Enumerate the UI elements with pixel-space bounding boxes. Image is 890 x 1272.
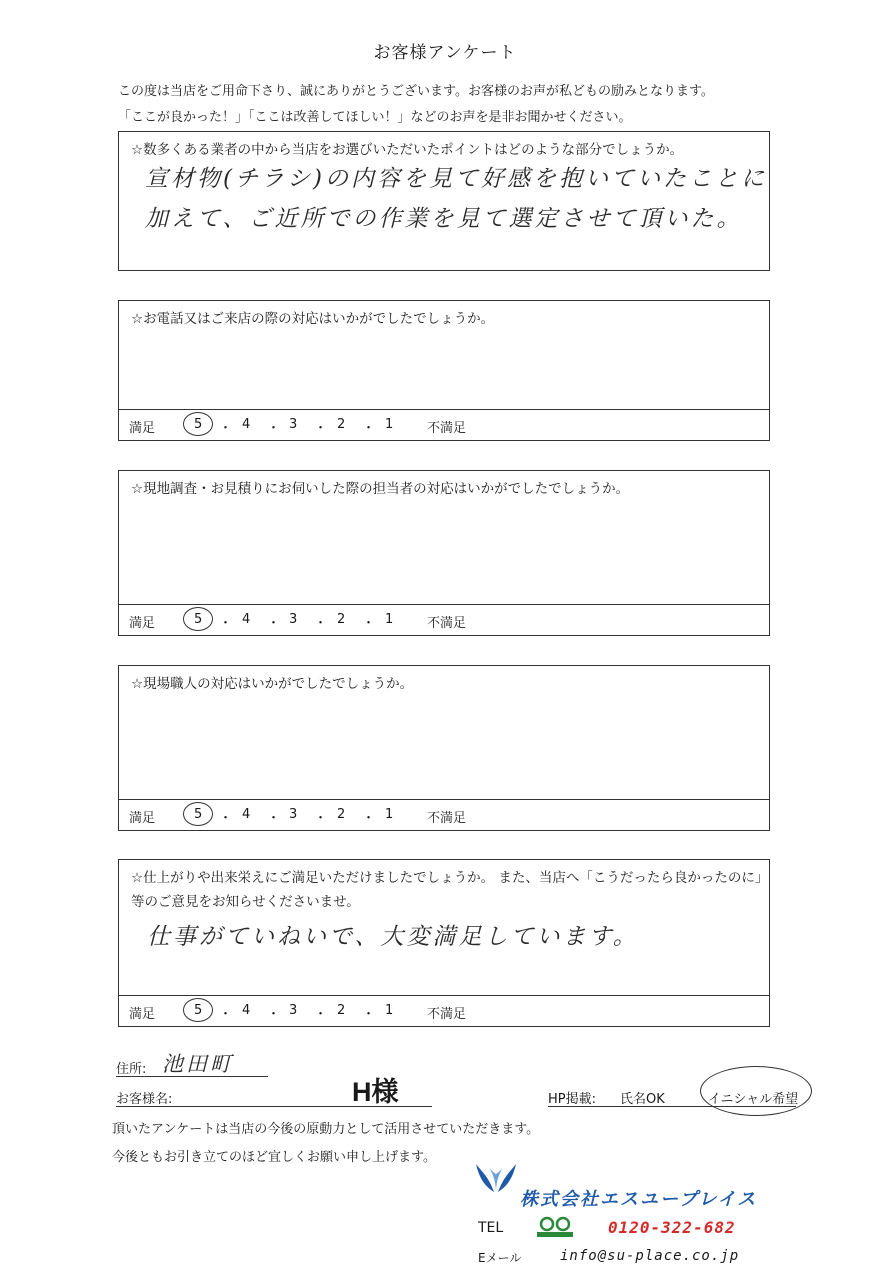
- company-logo-icon: [474, 1162, 518, 1198]
- customer-name-label: お客様名:: [116, 1092, 173, 1107]
- rating-5[interactable]: 5: [194, 417, 203, 432]
- rating-sep: ・: [362, 811, 376, 826]
- question-1-text: ☆数多くある業者の中から当店をお選びいただいたポイントはどのような部分でしょうか。: [131, 142, 684, 158]
- satisfied-label: 満足: [129, 616, 156, 631]
- rating-4[interactable]: 4: [242, 417, 251, 432]
- rating-3[interactable]: 3: [289, 807, 298, 822]
- rating-sep: ・: [267, 1007, 281, 1022]
- rating-5[interactable]: 5: [194, 807, 203, 822]
- rating-1[interactable]: 1: [385, 807, 394, 822]
- rating-sep: ・: [219, 1007, 233, 1022]
- rating-sep: ・: [219, 421, 233, 436]
- address-field: [116, 1052, 268, 1077]
- dissatisfied-label: 不満足: [427, 1007, 467, 1022]
- rating-1[interactable]: 1: [385, 417, 394, 432]
- rating-row-3: [119, 604, 769, 635]
- satisfied-label: 満足: [129, 1007, 156, 1022]
- rating-4[interactable]: 4: [242, 612, 251, 627]
- address-value: 池田町: [162, 1052, 234, 1076]
- page-title: お客様アンケート: [373, 43, 517, 63]
- hp-selection-circle: [700, 1066, 812, 1116]
- rating-2[interactable]: 2: [337, 1003, 346, 1018]
- rating-sep: ・: [314, 811, 328, 826]
- freedial-icon: [536, 1216, 574, 1238]
- question-box-4: [118, 665, 770, 831]
- company-name: 株式会社エスユープレイス: [520, 1189, 758, 1210]
- rating-sep: ・: [314, 1007, 328, 1022]
- satisfied-label: 満足: [129, 421, 156, 436]
- email-address[interactable]: info@su-place.co.jp: [560, 1248, 740, 1264]
- intro-line-1: この度は当店をご用命下さり、誠にありがとうございます。お客様のお声が私どもの励みとなります。: [118, 84, 714, 99]
- rating-sep: ・: [267, 421, 281, 436]
- rating-1[interactable]: 1: [385, 612, 394, 627]
- question-box-1: [118, 131, 770, 271]
- email-label: Eメール: [478, 1251, 522, 1265]
- customer-name-field: [116, 1077, 432, 1107]
- tel-number[interactable]: 0120-322-682: [608, 1218, 736, 1237]
- question-3-text: ☆現地調査・お見積りにお伺いした際の担当者の対応はいかがでしたでしょうか。: [131, 481, 630, 497]
- hp-option-name-ok[interactable]: 氏名OK: [620, 1092, 665, 1107]
- rating-2[interactable]: 2: [337, 612, 346, 627]
- rating-5[interactable]: 5: [194, 612, 203, 627]
- rating-sep: ・: [314, 616, 328, 631]
- question-4-text: ☆現場職人の対応はいかがでしたでしょうか。: [131, 676, 414, 692]
- rating-2[interactable]: 2: [337, 417, 346, 432]
- satisfied-label: 満足: [129, 811, 156, 826]
- rating-sep: ・: [219, 616, 233, 631]
- question-box-2: [118, 300, 770, 441]
- rating-5[interactable]: 5: [194, 1003, 203, 1018]
- tel-label: TEL: [478, 1220, 504, 1236]
- rating-4[interactable]: 4: [242, 1003, 251, 1018]
- rating-sep: ・: [267, 616, 281, 631]
- question-box-5: [118, 859, 770, 1027]
- address-label: 住所:: [116, 1062, 147, 1077]
- rating-3[interactable]: 3: [289, 612, 298, 627]
- closing-note-1: 頂いたアンケートは当店の今後の原動力として活用させていただきます。: [112, 1122, 540, 1137]
- answer-1-line-2: 加えて、ご近所での作業を見て選定させて頂いた。: [145, 206, 743, 232]
- rating-3[interactable]: 3: [289, 417, 298, 432]
- question-2-text: ☆お電話又はご来店の際の対応はいかがでしたでしょうか。: [131, 311, 495, 327]
- rating-row-2: [119, 409, 769, 440]
- dissatisfied-label: 不満足: [427, 811, 467, 826]
- rating-sep: ・: [267, 811, 281, 826]
- dissatisfied-label: 不満足: [427, 421, 467, 436]
- question-5-text-line-2: 等のご意見をお知らせくださいませ。: [131, 894, 360, 910]
- rating-row-5: [119, 995, 769, 1026]
- answer-1-line-1: 宣材物(チラシ)の内容を見て好感を抱いていたことに: [145, 166, 767, 192]
- rating-sep: ・: [219, 811, 233, 826]
- rating-1[interactable]: 1: [385, 1003, 394, 1018]
- question-5-text: ☆仕上がりや出来栄えにご満足いただけましたでしょうか。 また、当店へ「こうだったら良かったのに」: [131, 870, 769, 886]
- hp-publish-label: HP掲載:: [548, 1092, 596, 1107]
- rating-sep: ・: [362, 1007, 376, 1022]
- rating-4[interactable]: 4: [242, 807, 251, 822]
- closing-note-2: 今後ともお引き立てのほど宜しくお願い申し上げます。: [112, 1150, 436, 1165]
- rating-sep: ・: [362, 421, 376, 436]
- rating-3[interactable]: 3: [289, 1003, 298, 1018]
- dissatisfied-label: 不満足: [427, 616, 467, 631]
- hp-option-initials[interactable]: イニシャル希望: [708, 1092, 799, 1107]
- rating-row-4: [119, 799, 769, 830]
- answer-5-line-1: 仕事がていねいで、大変満足しています。: [147, 924, 639, 950]
- rating-sep: ・: [314, 421, 328, 436]
- intro-line-2: 「ここが良かった！」「ここは改善してほしい！」などのお声を是非お聞かせください。: [118, 110, 632, 125]
- rating-sep: ・: [362, 616, 376, 631]
- question-box-3: [118, 470, 770, 636]
- rating-2[interactable]: 2: [337, 807, 346, 822]
- customer-name-value: H様: [352, 1077, 399, 1107]
